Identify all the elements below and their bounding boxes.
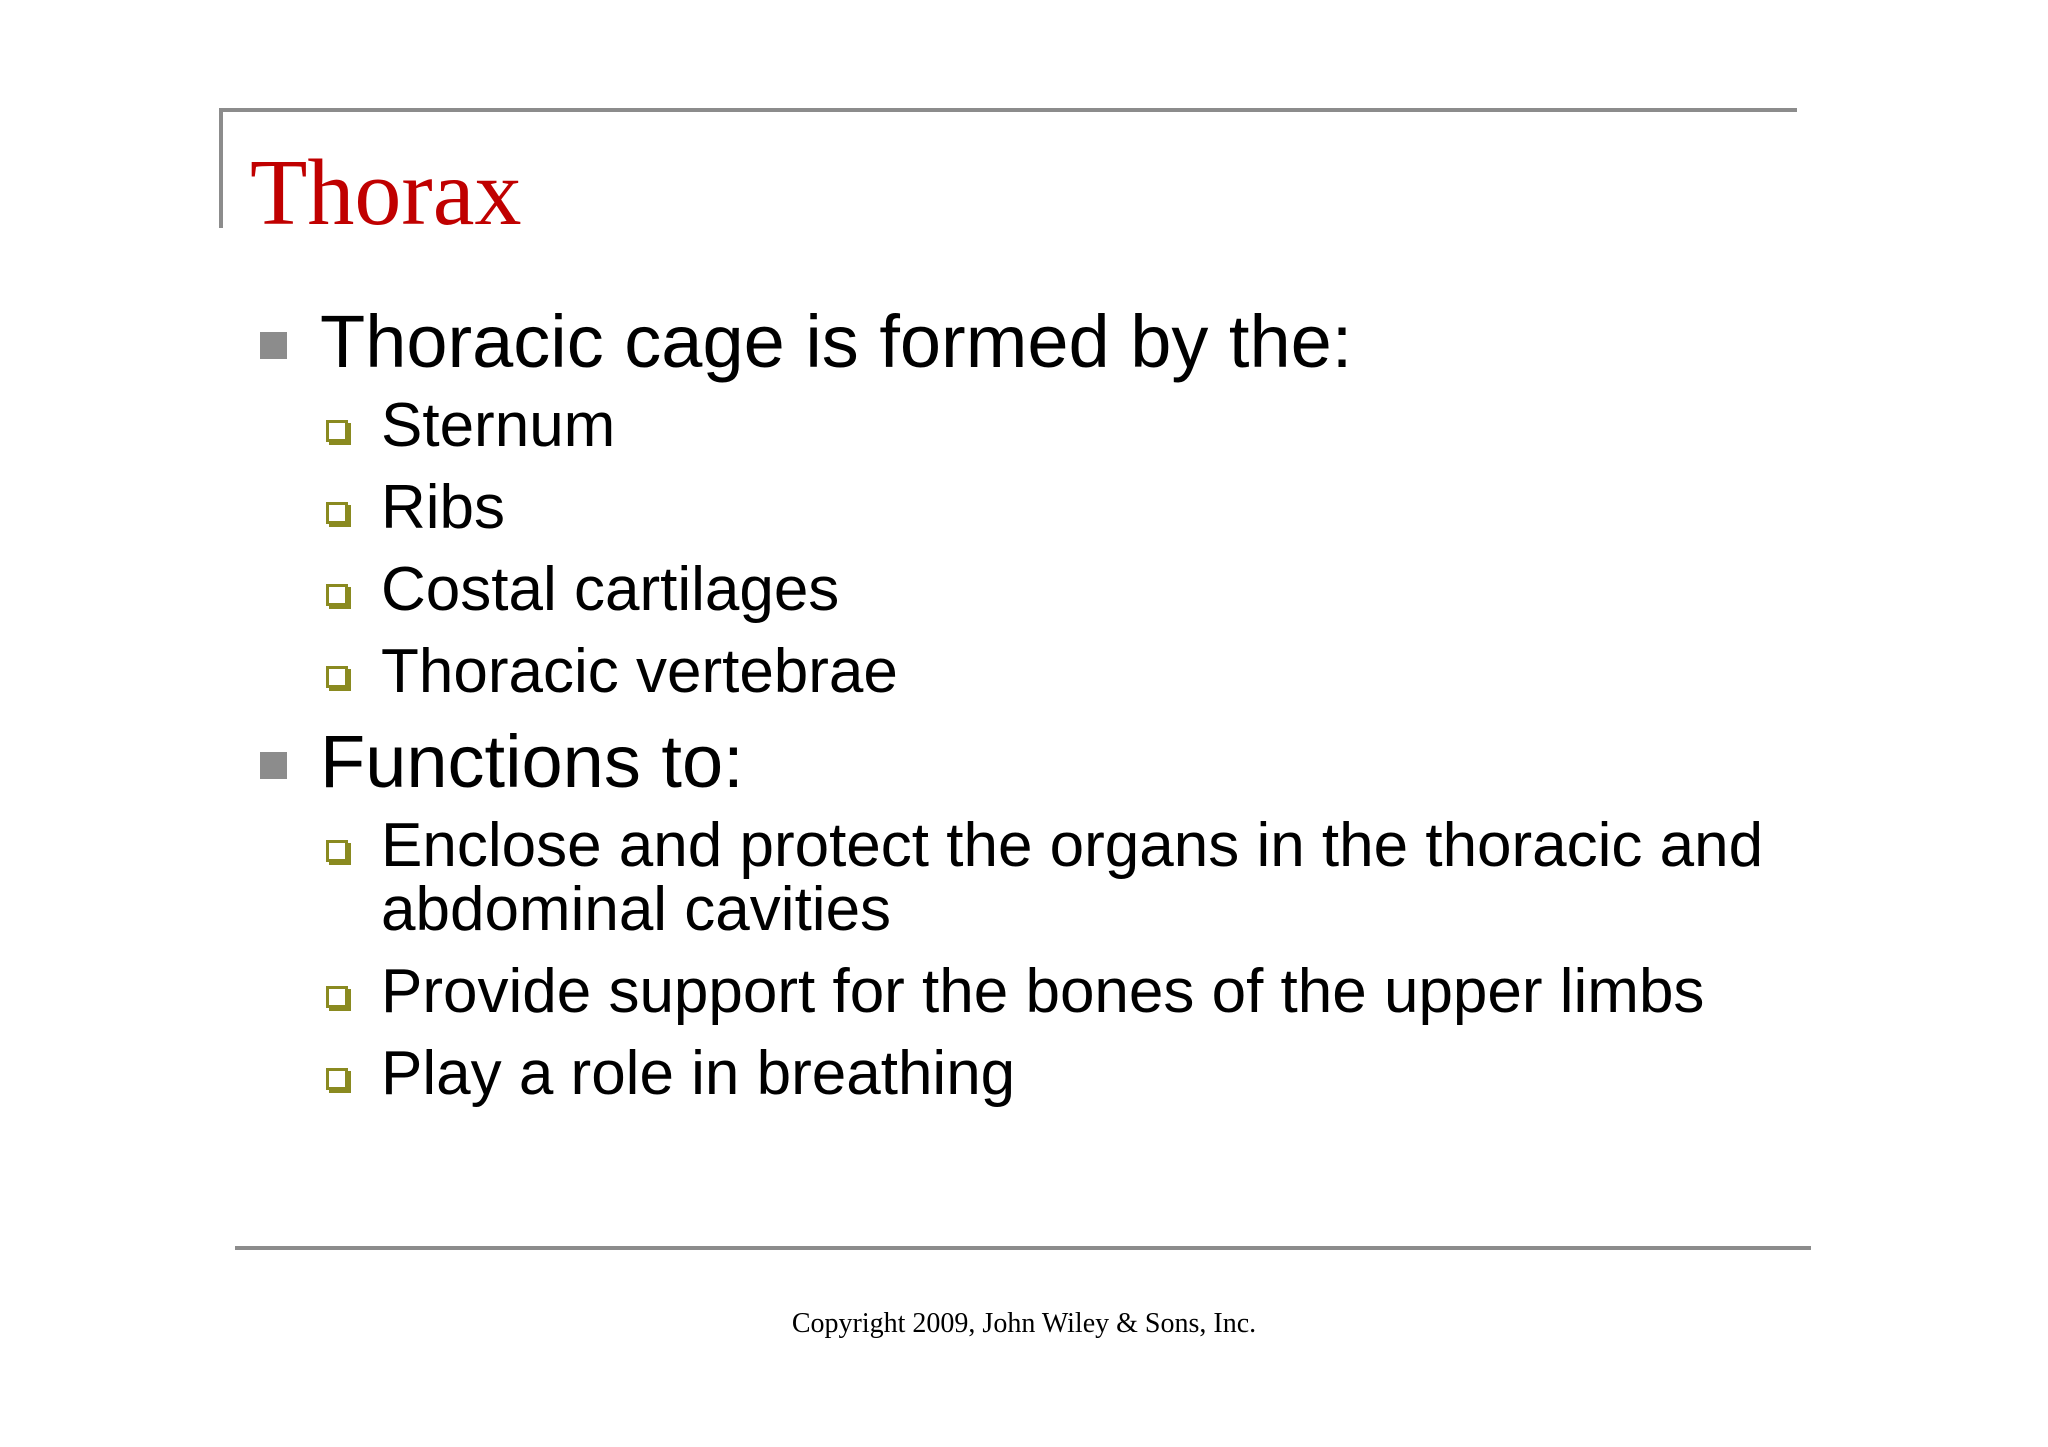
sub-bullet-text: Ribs xyxy=(381,473,506,542)
bullet-level1-functions xyxy=(250,710,1810,814)
checkbox-bullet-icon xyxy=(326,840,348,862)
bullet-level1-thoracic-cage xyxy=(250,290,1810,394)
sub-bullet-text: Enclose and protect the organs in the thoracic and abdominal cavities xyxy=(381,811,1764,944)
bullet-text: Thoracic cage is formed by the: xyxy=(320,300,1353,383)
checkbox-bullet-icon xyxy=(326,502,348,524)
checkbox-bullet-icon xyxy=(326,986,348,1008)
bullet-level2-breathing xyxy=(250,1039,1810,1108)
footer-rule xyxy=(235,1246,1811,1250)
bullet-list xyxy=(250,290,1810,1124)
title-frame-left-rule xyxy=(219,108,223,228)
bullet-level2-ribs xyxy=(250,473,1810,542)
checkbox-bullet-icon xyxy=(326,666,348,688)
square-bullet-icon xyxy=(260,752,287,779)
bullet-level2-thoracic-vertebrae xyxy=(250,637,1810,706)
checkbox-bullet-icon xyxy=(326,584,348,606)
bullet-level2-costal-cartilages xyxy=(250,555,1810,624)
bullet-text: Functions to: xyxy=(320,720,744,803)
sub-bullet-text: Provide support for the bones of the upper limbs xyxy=(381,957,1705,1026)
square-bullet-icon xyxy=(260,332,287,359)
bullet-level2-sternum xyxy=(250,391,1810,460)
copyright-footer: Copyright 2009, John Wiley & Sons, Inc. xyxy=(791,1308,1257,1339)
sub-bullet-text: Sternum xyxy=(381,391,616,460)
checkbox-bullet-icon xyxy=(326,420,348,442)
sub-bullet-text: Thoracic vertebrae xyxy=(381,637,898,706)
slide-title: Thorax xyxy=(250,141,522,245)
sub-bullet-text: Play a role in breathing xyxy=(381,1039,1016,1108)
sub-bullet-text: Costal cartilages xyxy=(381,555,840,624)
checkbox-bullet-icon xyxy=(326,1068,348,1090)
bullet-level2-provide-support xyxy=(250,957,1810,1026)
bullet-level2-enclose-protect xyxy=(250,811,1810,944)
title-frame-top-rule xyxy=(219,108,1797,112)
